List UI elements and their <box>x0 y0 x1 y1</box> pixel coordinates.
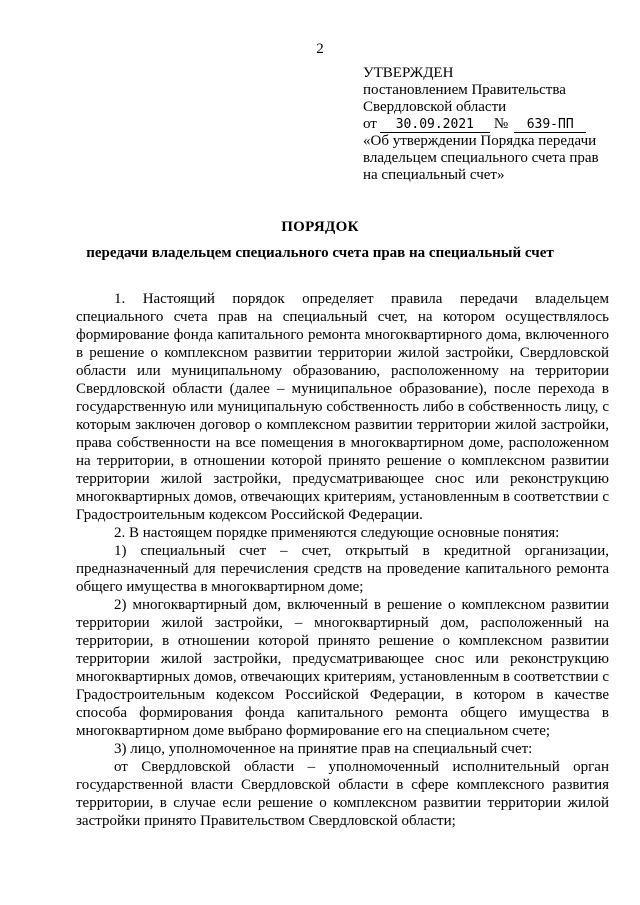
paragraph: от Свердловской области – уполномоченный исполнительный орган государственной власти Свердловской области в сфере комплексного развития территории, в случае если решение о комплексном развитии территории жилой застройки принято Правительством Свердловской области; <box>76 759 609 829</box>
approval-line-2: Свердловской области <box>363 99 507 115</box>
approval-subject-line-1: «Об утверждении Порядка передачи <box>363 133 597 149</box>
approval-number: 639-ПП <box>514 118 586 133</box>
approval-subject-line-2: владельцем специального счета прав <box>363 150 599 166</box>
approval-date-line <box>363 116 623 133</box>
paragraph: 1) специальный счет – счет, открытый в кредитной организации, предназначенный для перечисления средств на проведение капитального ремонта общего имущества в многоквартирном доме; <box>76 543 609 595</box>
approval-line-1: постановлением Правительства <box>363 82 566 98</box>
approval-subject-line-3: на специальный счет» <box>363 167 505 183</box>
document-title: ПОРЯДОК <box>281 219 359 235</box>
document-heading <box>0 218 640 262</box>
paragraph: 2) многоквартирный дом, включенный в решение о комплексном развитии территории жилой застройки, – многоквартирный дом, расположенный на территории, в отношении которой принято решение о комплексном развитии территории жилой застройки, предусматривающее снос или реконструкцию многоквартирных домов, отвечающих критериям, установленным в соответствии с Градостроительным кодексом Российской Федерации, в котором в качестве способа формирования фонда капитального ремонта общего имущества в многоквартирном доме выбрано формирование его на специальном счете; <box>76 597 609 739</box>
approval-stamp <box>363 65 623 184</box>
approval-heading: УТВЕРЖДЕН <box>363 65 454 81</box>
number-sign: № <box>493 116 509 132</box>
date-prefix: от <box>363 116 377 132</box>
document-body <box>76 290 609 830</box>
paragraph: 1. Настоящий порядок определяет правила передачи владельцем специального счета прав на специальный счет, на котором осуществлялось формирование фонда капитального ремонта многоквартирного дома, включенного в решение о комплексном развитии территории жилой застройки, Свердловской области или муниципальному образованию, расположенному на территории Свердловской области (далее – муниципальное образование), после перехода в государственную или муниципальную собственность либо в собственность лицу, с которым заключен договор о комплексном развитии территории жилой застройки, права собственности на все помещения в многоквартирном доме, расположенном на территории, в отношении которой принято решение о комплексном развитии территории жилой застройки, предусматривающее снос или реконструкцию многоквартирных домов, отвечающих критериям, установленным в соответствии с Градостроительным кодексом Российской Федерации. <box>76 291 609 523</box>
approval-date: 30.09.2021 <box>380 118 490 133</box>
paragraph: 2. В настоящем порядке применяются следующие основные понятия: <box>114 525 560 541</box>
document-subtitle: передачи владельцем специального счета прав на специальный счет <box>86 245 554 261</box>
page-number: 2 <box>316 41 324 57</box>
paragraph: 3) лицо, уполномоченное на принятие прав на специальный счет: <box>114 741 533 757</box>
